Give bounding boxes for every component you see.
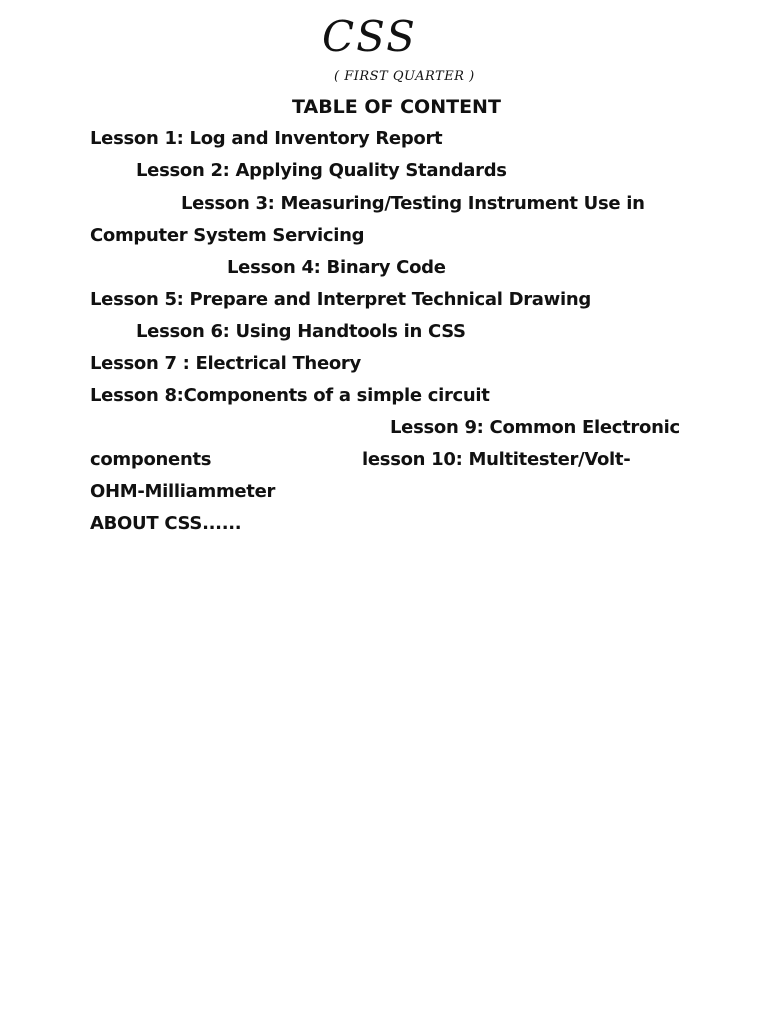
toc-line-lesson-4: Lesson 4: Binary Code — [227, 257, 446, 278]
document-subtitle: ( FIRST QUARTER ) — [334, 69, 475, 84]
toc-line-lesson-6: Lesson 6: Using Handtools in CSS — [136, 321, 466, 342]
toc-line-lesson-3-cont: Computer System Servicing — [90, 225, 365, 246]
toc-line-about: ABOUT CSS...... — [90, 513, 242, 534]
toc-line-lesson-10: lesson 10: Multitester/Volt- — [362, 449, 631, 470]
toc-line-lesson-8: Lesson 8:Components of a simple circuit — [90, 385, 490, 406]
toc-line-lesson-3: Lesson 3: Measuring/Testing Instrument Use in — [181, 193, 645, 214]
toc-line-lesson-9-cont: components — [90, 449, 212, 470]
toc-heading: TABLE OF CONTENT — [292, 96, 501, 118]
toc-line-lesson-9: Lesson 9: Common Electronic — [390, 417, 680, 438]
document-title: CSS — [322, 12, 417, 61]
toc-line-lesson-5: Lesson 5: Prepare and Interpret Technical Drawing — [90, 289, 591, 310]
toc-line-lesson-10-cont: OHM-Milliammeter — [90, 481, 276, 502]
toc-line-lesson-1: Lesson 1: Log and Inventory Report — [90, 128, 443, 149]
toc-line-lesson-7: Lesson 7 : Electrical Theory — [90, 353, 361, 374]
toc-line-lesson-2: Lesson 2: Applying Quality Standards — [136, 160, 507, 181]
